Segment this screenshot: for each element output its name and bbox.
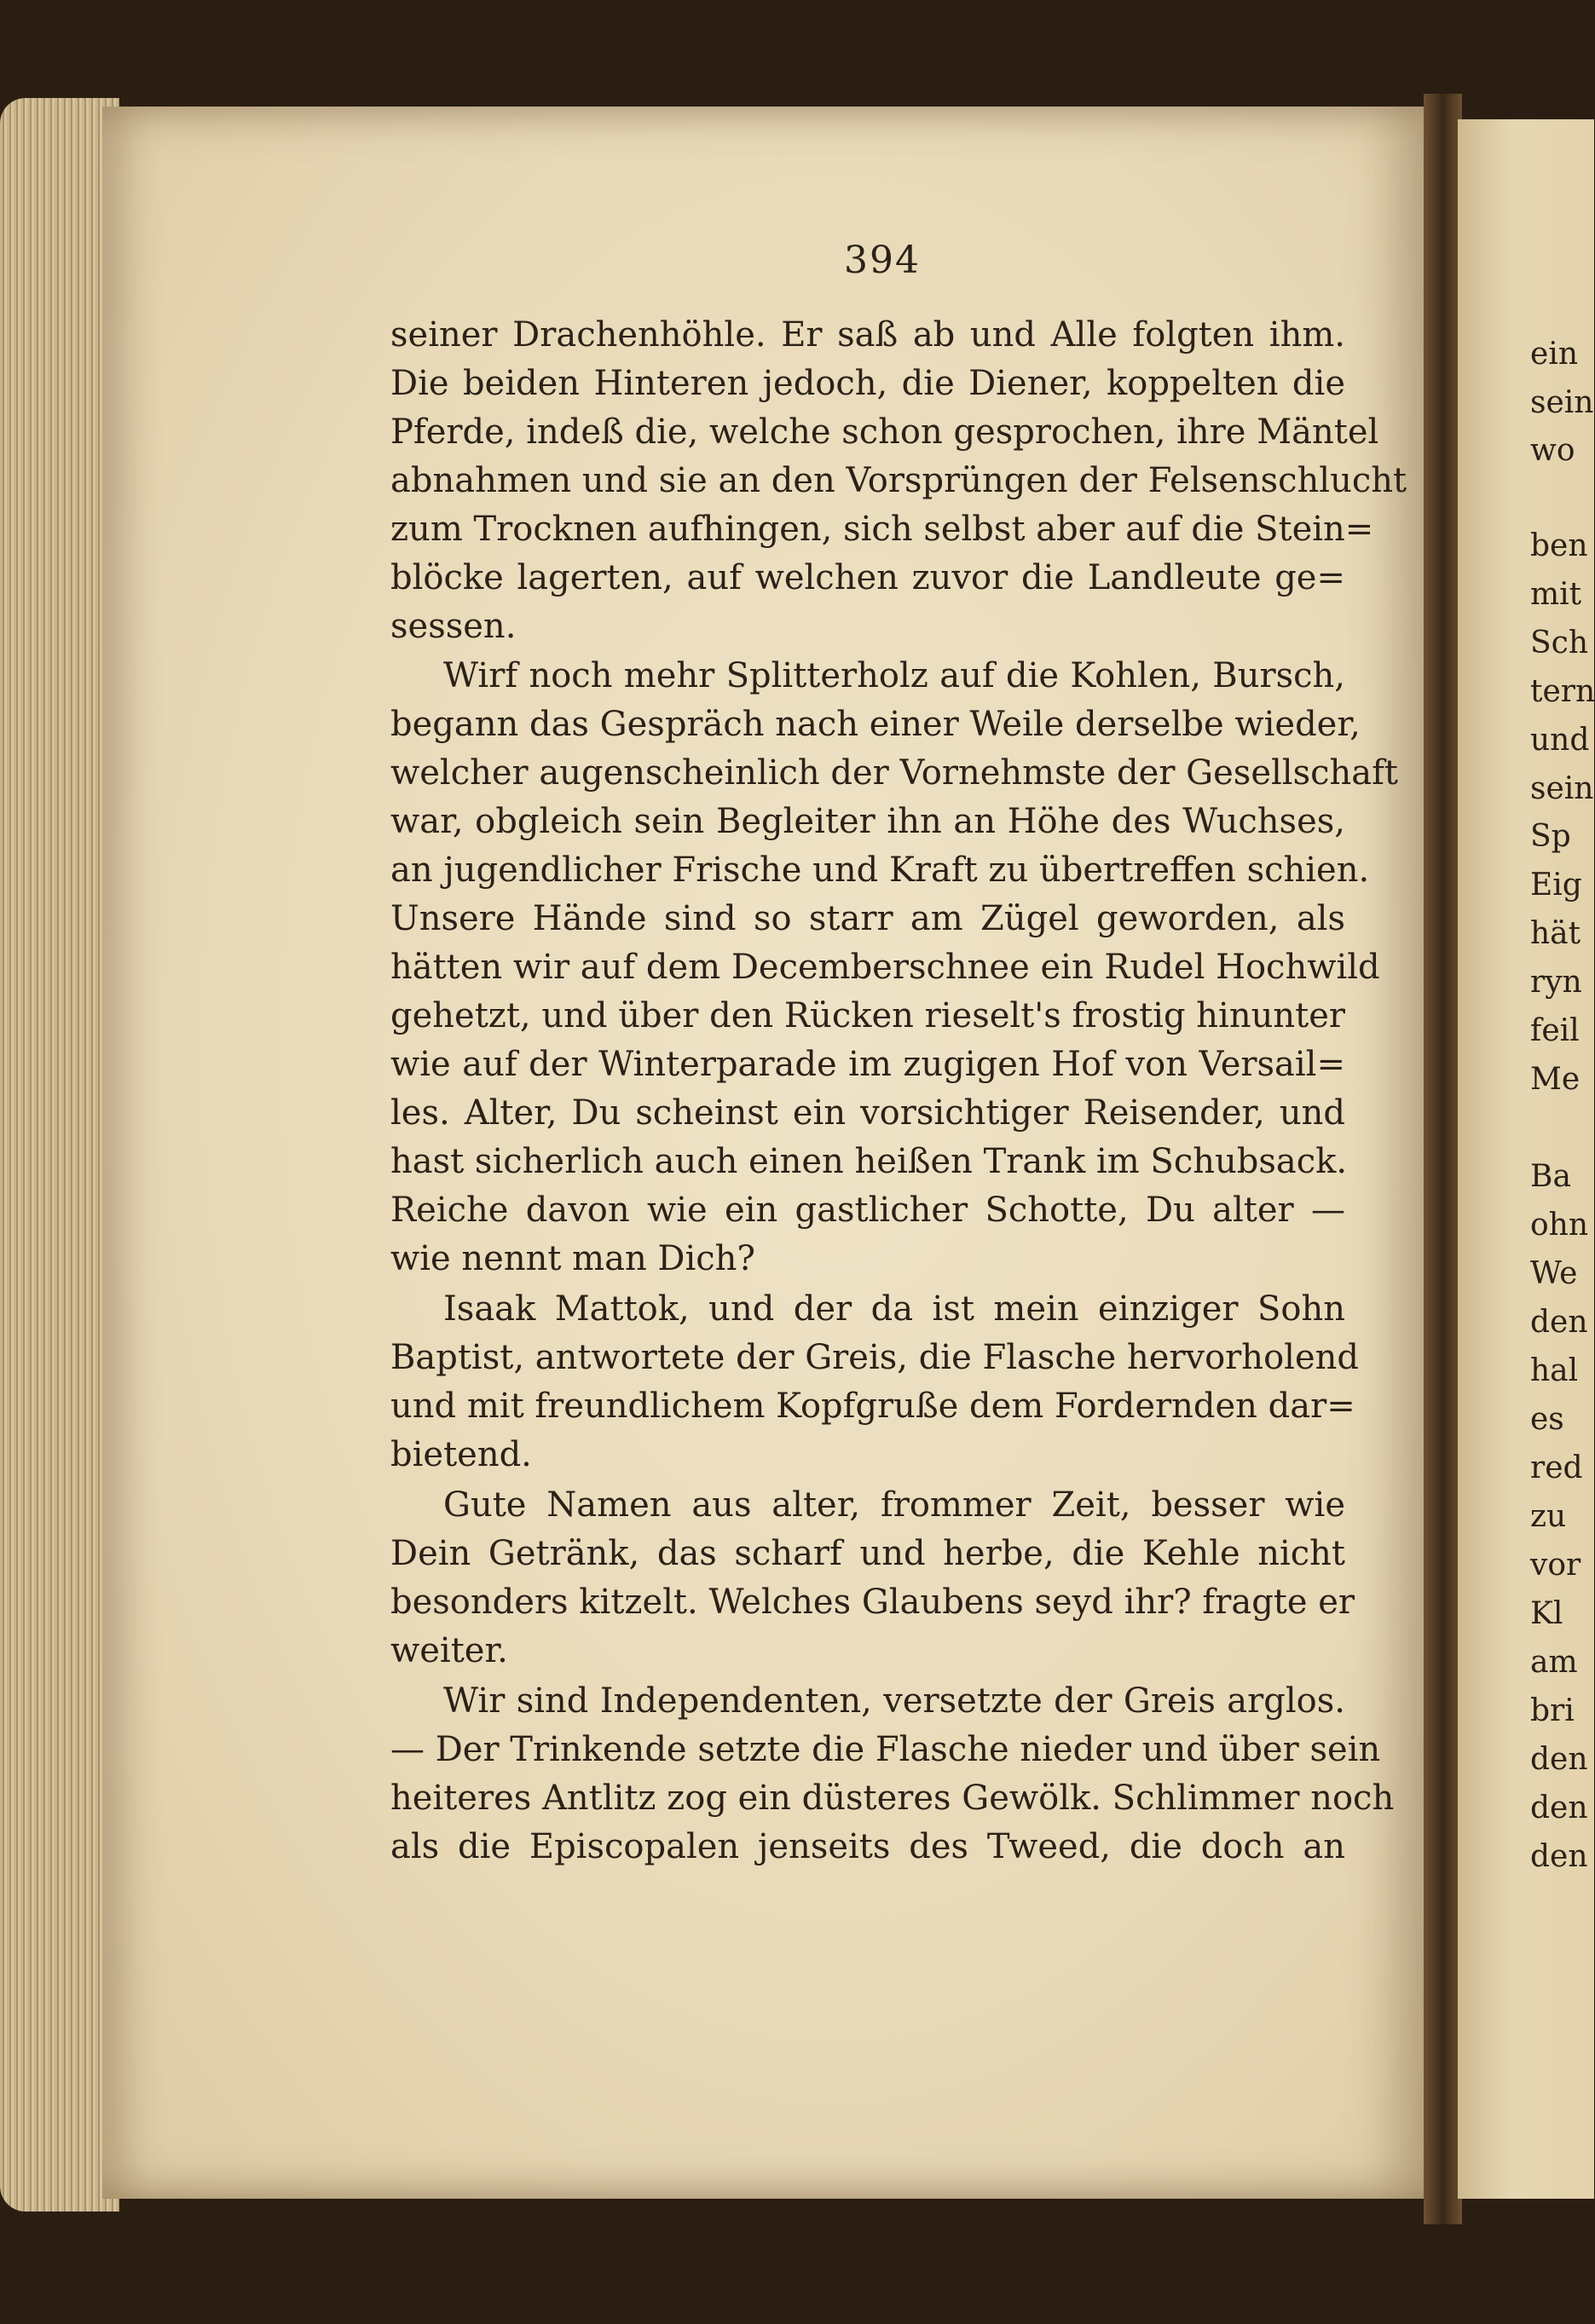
text-line: heiteres Antlitz zog ein düsteres Gewölk. Schlimmer noch bbox=[390, 1779, 1395, 1818]
text-line: Wir sind Independenten, versetzte der Greis arglos. bbox=[443, 1681, 1345, 1721]
text-line: hast sicherlich auch einen heißen Trank im Schubsack. bbox=[390, 1142, 1348, 1181]
text-line: welcher augenscheinlich der Vornehmste der Gesellschaft bbox=[390, 753, 1398, 793]
facing-page-fragment: Sch bbox=[1530, 626, 1589, 660]
book-gutter bbox=[1424, 94, 1462, 2224]
facing-page-fragment: ben bbox=[1530, 528, 1588, 563]
text-line: war, obgleich sein Begleiter ihn an Höhe des Wuchses, bbox=[390, 802, 1345, 841]
text-line: — Der Trinkende setzte die Flasche nieder und über sein bbox=[390, 1730, 1381, 1769]
facing-page-fragment: ohn bbox=[1530, 1208, 1589, 1243]
facing-page-fragment: am bbox=[1530, 1645, 1578, 1680]
facing-page-fragment: hal bbox=[1530, 1353, 1579, 1388]
text-line: sessen. bbox=[390, 607, 517, 646]
facing-page-fragment: tern bbox=[1530, 674, 1595, 709]
text-line: wie auf der Winterparade im zugigen Hof von Versail= bbox=[390, 1045, 1345, 1084]
text-line: Dein Getränk, das scharf und herbe, die Kehle nicht bbox=[390, 1534, 1345, 1573]
facing-page-fragment: Ba bbox=[1530, 1159, 1571, 1194]
facing-page-fragment: zu bbox=[1530, 1499, 1567, 1534]
facing-page-fragment: hät bbox=[1530, 916, 1581, 951]
facing-page-fragment: den bbox=[1530, 1742, 1588, 1777]
facing-page-fragment: sein bbox=[1530, 385, 1594, 420]
facing-page-fragment: We bbox=[1530, 1256, 1578, 1291]
facing-page-fragment: Sp bbox=[1530, 819, 1571, 854]
facing-page-fragment: sein bbox=[1530, 771, 1594, 806]
text-line: seiner Drachenhöhle. Er saß ab und Alle folgten ihm. bbox=[390, 315, 1345, 355]
facing-page-fragment: ryn bbox=[1530, 965, 1582, 1000]
text-line: Pferde, indeß die, welche schon gesprochen, ihre Mäntel bbox=[390, 412, 1379, 452]
facing-page-fragment: vor bbox=[1530, 1548, 1581, 1583]
text-line: weiter. bbox=[390, 1631, 508, 1670]
text-line: Die beiden Hinteren jedoch, die Diener, koppelten die bbox=[390, 364, 1345, 403]
text-line: blöcke lagerten, auf welchen zuvor die Landleute ge= bbox=[390, 558, 1345, 597]
text-line: Gute Namen aus alter, frommer Zeit, besser wie bbox=[443, 1485, 1345, 1525]
facing-page-fragment: wo bbox=[1530, 433, 1575, 468]
facing-page-fragment: feil bbox=[1530, 1013, 1580, 1048]
facing-page-fragment: den bbox=[1530, 1305, 1588, 1340]
facing-page-fragment: bri bbox=[1530, 1693, 1575, 1728]
facing-page-fragment: den bbox=[1530, 1791, 1588, 1825]
text-line: an jugendlicher Frische und Kraft zu übertreffen schien. bbox=[390, 851, 1370, 890]
text-line: als die Episcopalen jenseits des Tweed, die doch an bbox=[390, 1827, 1345, 1866]
text-line: Wirf noch mehr Splitterholz auf die Kohlen, Bursch, bbox=[443, 656, 1345, 695]
text-line: hätten wir auf dem Decemberschnee ein Rudel Hochwild bbox=[390, 948, 1380, 987]
page-edges bbox=[0, 98, 119, 2212]
text-line: und mit freundlichem Kopfgruße dem Fordernden dar= bbox=[390, 1387, 1355, 1426]
text-line: bietend. bbox=[390, 1435, 532, 1474]
facing-page-fragment: den bbox=[1530, 1839, 1588, 1874]
text-line: zum Trocknen aufhingen, sich selbst aber auf die Stein= bbox=[390, 510, 1374, 549]
facing-page-fragment: mit bbox=[1530, 577, 1582, 612]
text-line: Isaak Mattok, und der da ist mein einziger Sohn bbox=[443, 1289, 1345, 1329]
page-number: 394 bbox=[844, 239, 921, 282]
facing-page-fragment: Kl bbox=[1530, 1596, 1563, 1631]
text-line: wie nennt man Dich? bbox=[390, 1239, 755, 1278]
text-line: besonders kitzelt. Welches Glaubens seyd ihr? fragte er bbox=[390, 1583, 1355, 1622]
text-line: begann das Gespräch nach einer Weile derselbe wieder, bbox=[390, 705, 1361, 744]
text-line: Unsere Hände sind so starr am Zügel geworden, als bbox=[390, 899, 1345, 938]
facing-page-fragment: red bbox=[1530, 1450, 1583, 1485]
facing-page-fragment: es bbox=[1530, 1402, 1564, 1437]
facing-page-fragment: Eig bbox=[1530, 868, 1582, 902]
facing-page-fragment: ein bbox=[1530, 337, 1579, 372]
facing-page-fragment: und bbox=[1530, 723, 1590, 758]
text-line: gehetzt, und über den Rücken rieselt's frostig hinunter bbox=[390, 996, 1345, 1035]
text-line: les. Alter, Du scheinst ein vorsichtiger Reisender, und bbox=[390, 1093, 1345, 1133]
facing-page-fragment: Me bbox=[1530, 1062, 1581, 1097]
text-line: Reiche davon wie ein gastlicher Schotte, Du alter — bbox=[390, 1191, 1345, 1230]
text-line: Baptist, antwortete der Greis, die Flasche hervorholend bbox=[390, 1338, 1359, 1377]
text-line: abnahmen und sie an den Vorsprüngen der Felsenschlucht bbox=[390, 461, 1407, 500]
